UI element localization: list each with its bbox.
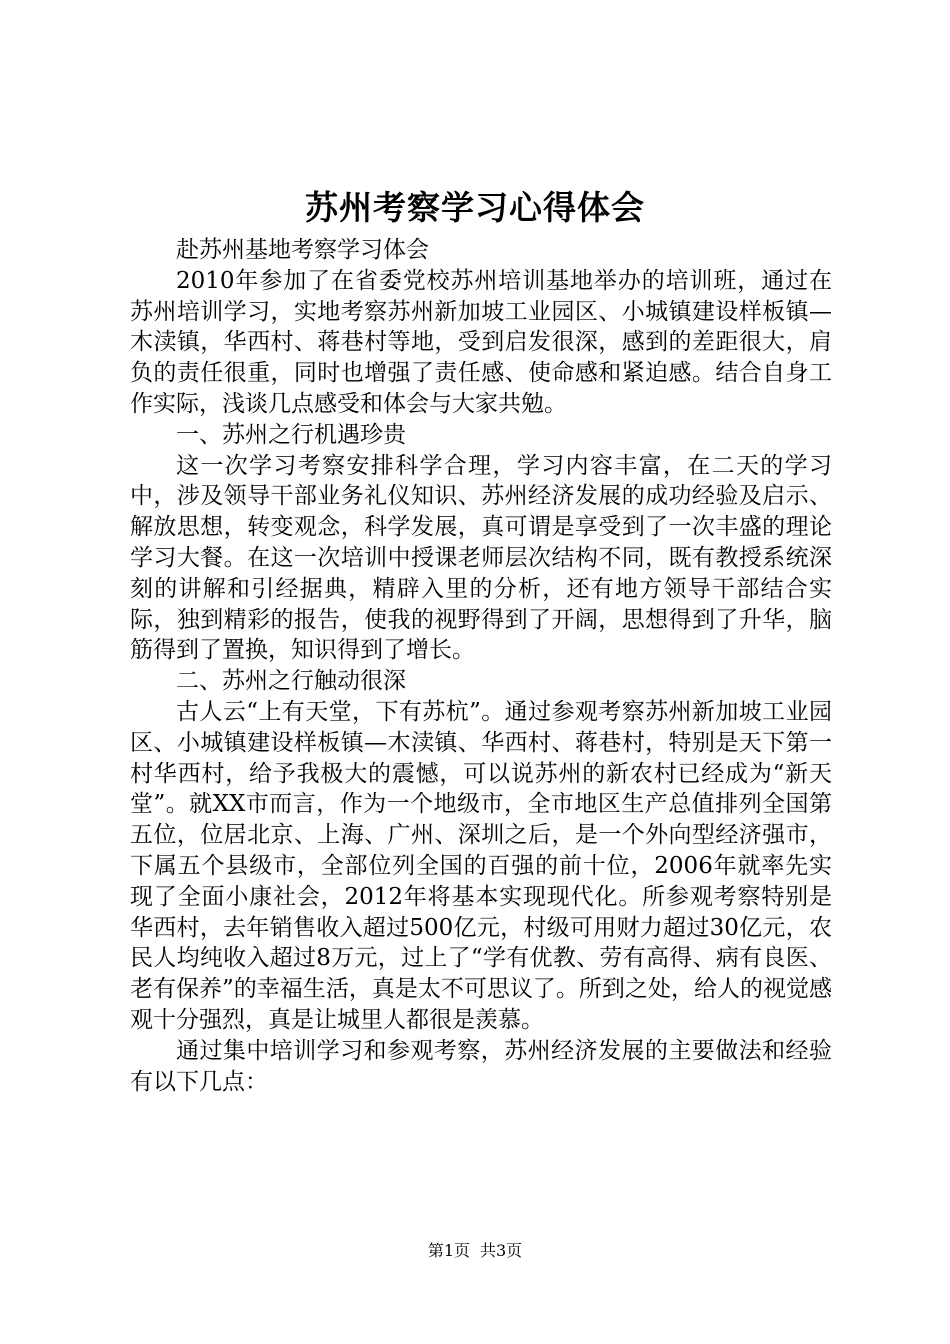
intro-paragraph: 2010年参加了在省委党校苏州培训基地举办的培训班，通过在苏州培训学习，实地考察苏州新加坡工业园区、小城镇建设样板镇—木渎镇，华西村、蒋巷村等地，受到启发很深，感到的差距很大，肩负的责任很重，同时也增强了责任感、使命感和紧迫感。结合自身工作实际，浅谈几点感受和体会与大家共勉。 (130, 267, 832, 417)
document-body (130, 235, 832, 1097)
page-footer (0, 1240, 950, 1262)
summary-paragraph: 通过集中培训学习和参观考察，苏州经济发展的主要做法和经验有以下几点： (130, 1037, 832, 1095)
page-total: 共3页 (480, 1241, 523, 1260)
section-1-paragraph: 这一次学习考察安排科学合理，学习内容丰富，在二天的学习中，涉及领导干部业务礼仪知识、苏州经济发展的成功经验及启示、解放思想，转变观念，科学发展，真可谓是享受到了一次丰盛的理论学习大餐。在这一次培训中授课老师层次结构不同，既有教授系统深刻的讲解和引经据典，精辟入里的分析，还有地方领导干部结合实际，独到精彩的报告，使我的视野得到了开阔，思想得到了升华，脑筋得到了置换，知识得到了增长。 (130, 452, 832, 664)
section-heading-1: 一、苏州之行机遇珍贵 (176, 421, 406, 448)
document-title: 苏州考察学习心得体会 (305, 188, 645, 227)
page-number: 第1页 (427, 1241, 470, 1260)
subtitle-paragraph: 赴苏州基地考察学习体会 (176, 237, 429, 263)
section-2-paragraph: 古人云“上有天堂，下有苏杭”。通过参观考察苏州新加坡工业园区、小城镇建设样板镇—木渎镇、华西村、蒋巷村，特别是天下第一村华西村，给予我极大的震憾，可以说苏州的新农村已经成为“新天堂”。就XX市而言，作为一个地级市，全市地区生产总值排列全国第五位，位居北京、上海、广州、深圳之后，是一个外向型经济强市，下属五个县级市，全部位列全国的百强的前十位，2006年就率先实现了全面小康社会，2012年将基本实现现代化。所参观考察特别是华西村，去年销售收入超过500亿元，村级可用财力超过30亿元，农民人均纯收入超过8万元，过上了“学有优教、劳有高得、病有良医、老有保养”的幸福生活，真是太不可思议了。所到之处，给人的视觉感观十分强烈，真是让城里人都很是羡慕。 (130, 698, 832, 1033)
section-heading-2: 二、苏州之行触动很深 (176, 668, 406, 695)
